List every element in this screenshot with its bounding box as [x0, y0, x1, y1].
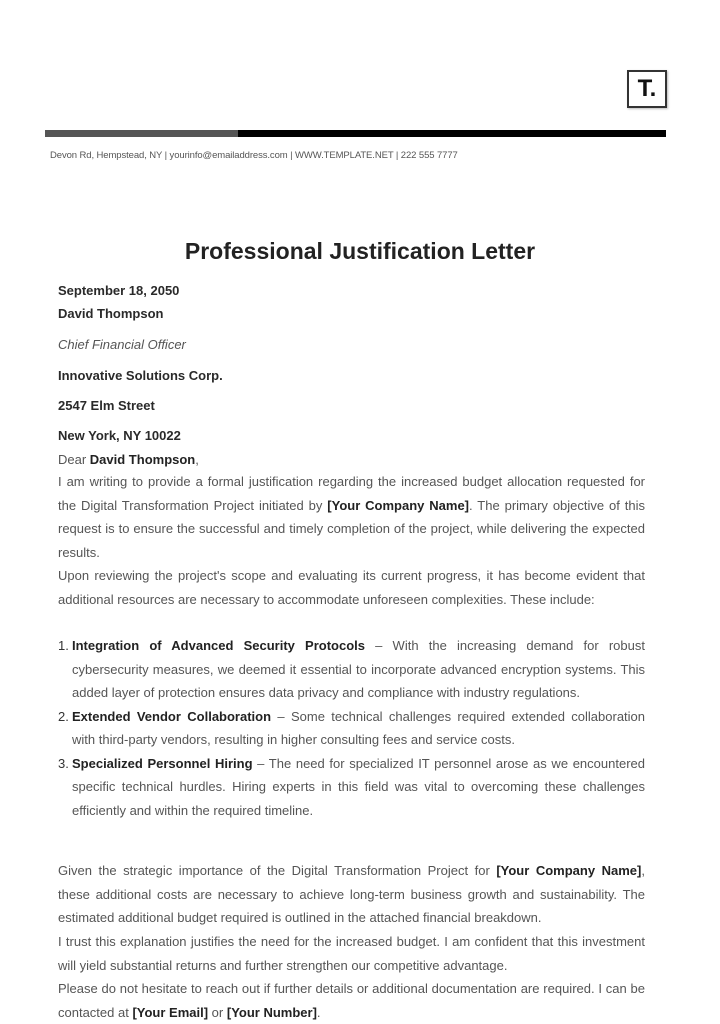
reason-title: Specialized Personnel Hiring — [72, 755, 253, 771]
paragraph-strategic — [58, 859, 645, 930]
strategic-text: Given the strategic importance of the Digital Transformation Project for — [58, 863, 497, 878]
list-number: 2. — [58, 708, 69, 724]
intro-text: I am writing to provide a formal justification regarding the increased budget allocation requested for the Digital Transformation Project initiated by — [58, 474, 645, 513]
paragraph-contact — [58, 977, 645, 1024]
company-placeholder: [Your Company Name] — [327, 497, 470, 513]
divider-gray-segment — [45, 130, 238, 137]
template-logo: T. — [627, 70, 667, 108]
salutation-suffix: , — [195, 452, 199, 467]
letter-date: September 18, 2050 — [58, 283, 180, 298]
intro-text-end: . The primary objective of this request is to ensure the successful and timely completion of the project, while delivering the expected results. — [58, 497, 645, 560]
company-placeholder: [Your Company Name] — [496, 863, 642, 878]
paragraph-intro — [58, 470, 645, 564]
list-item — [58, 634, 645, 705]
reason-title: Integration of Advanced Security Protocols — [72, 638, 365, 653]
contact-or: or — [208, 1004, 227, 1020]
reason-text: – With the increasing demand for robust cybersecurity measures, we deemed it essential to incorporate advanced encryption systems. This added layer of protection ensures data privacy and compliance with industry regulations. — [72, 638, 645, 700]
salutation — [58, 452, 199, 467]
reason-title: Extended Vendor Collaboration — [72, 708, 272, 724]
recipient-name: David Thompson — [58, 306, 164, 321]
paragraph-reasons-intro: Upon reviewing the project's scope and evaluating its current progress, it has become evident that additional resources are necessary to accommodate unforeseen complexities. These include: — [58, 568, 645, 607]
list-item — [58, 705, 645, 752]
recipient-position: Chief Financial Officer — [58, 337, 186, 352]
email-placeholder: [Your Email] — [132, 1004, 209, 1020]
recipient-city: New York, NY 10022 — [58, 428, 181, 443]
recipient-company: Innovative Solutions Corp. — [58, 368, 223, 383]
reason-text: – The need for specialized IT personnel arose as we encountered specific technical hurdles. Hiring experts in this field was vital to overcoming these challenges efficiently and within the required timeline. — [72, 755, 645, 818]
reasons-list — [58, 634, 645, 822]
number-placeholder: [Your Number] — [226, 1004, 317, 1020]
recipient-street: 2547 Elm Street — [58, 398, 155, 413]
salutation-prefix: Dear — [58, 452, 90, 467]
paragraph-confidence: I trust this explanation justifies the need for the increased budget. I am confident that this investment will yield substantial returns and further strengthen our competitive advantage. — [58, 934, 645, 973]
divider-black-segment — [238, 130, 666, 137]
contact-line: Devon Rd, Hempstead, NY | yourinfo@emailaddress.com | WWW.TEMPLATE.NET | 222 555 7777 — [50, 150, 458, 161]
strategic-text-end: , these additional costs are necessary to achieve long-term business growth and sustainability. The estimated additional budget required is outlined in the attached financial breakdown. — [58, 863, 645, 925]
contact-text: Please do not hesitate to reach out if further details or additional documentation are required. I can be contacted at — [58, 981, 645, 1020]
letter-title: Professional Justification Letter — [184, 238, 536, 264]
contact-end: . — [316, 1004, 321, 1020]
list-number: 3. — [58, 755, 69, 771]
list-number: 1. — [58, 638, 69, 653]
salutation-name: David Thompson — [89, 452, 196, 467]
reason-text: – Some technical challenges required extended collaboration with third-party vendors, resulting in higher consulting fees and service costs. — [72, 708, 646, 747]
list-item — [58, 752, 645, 823]
header-divider-bar — [45, 130, 666, 137]
